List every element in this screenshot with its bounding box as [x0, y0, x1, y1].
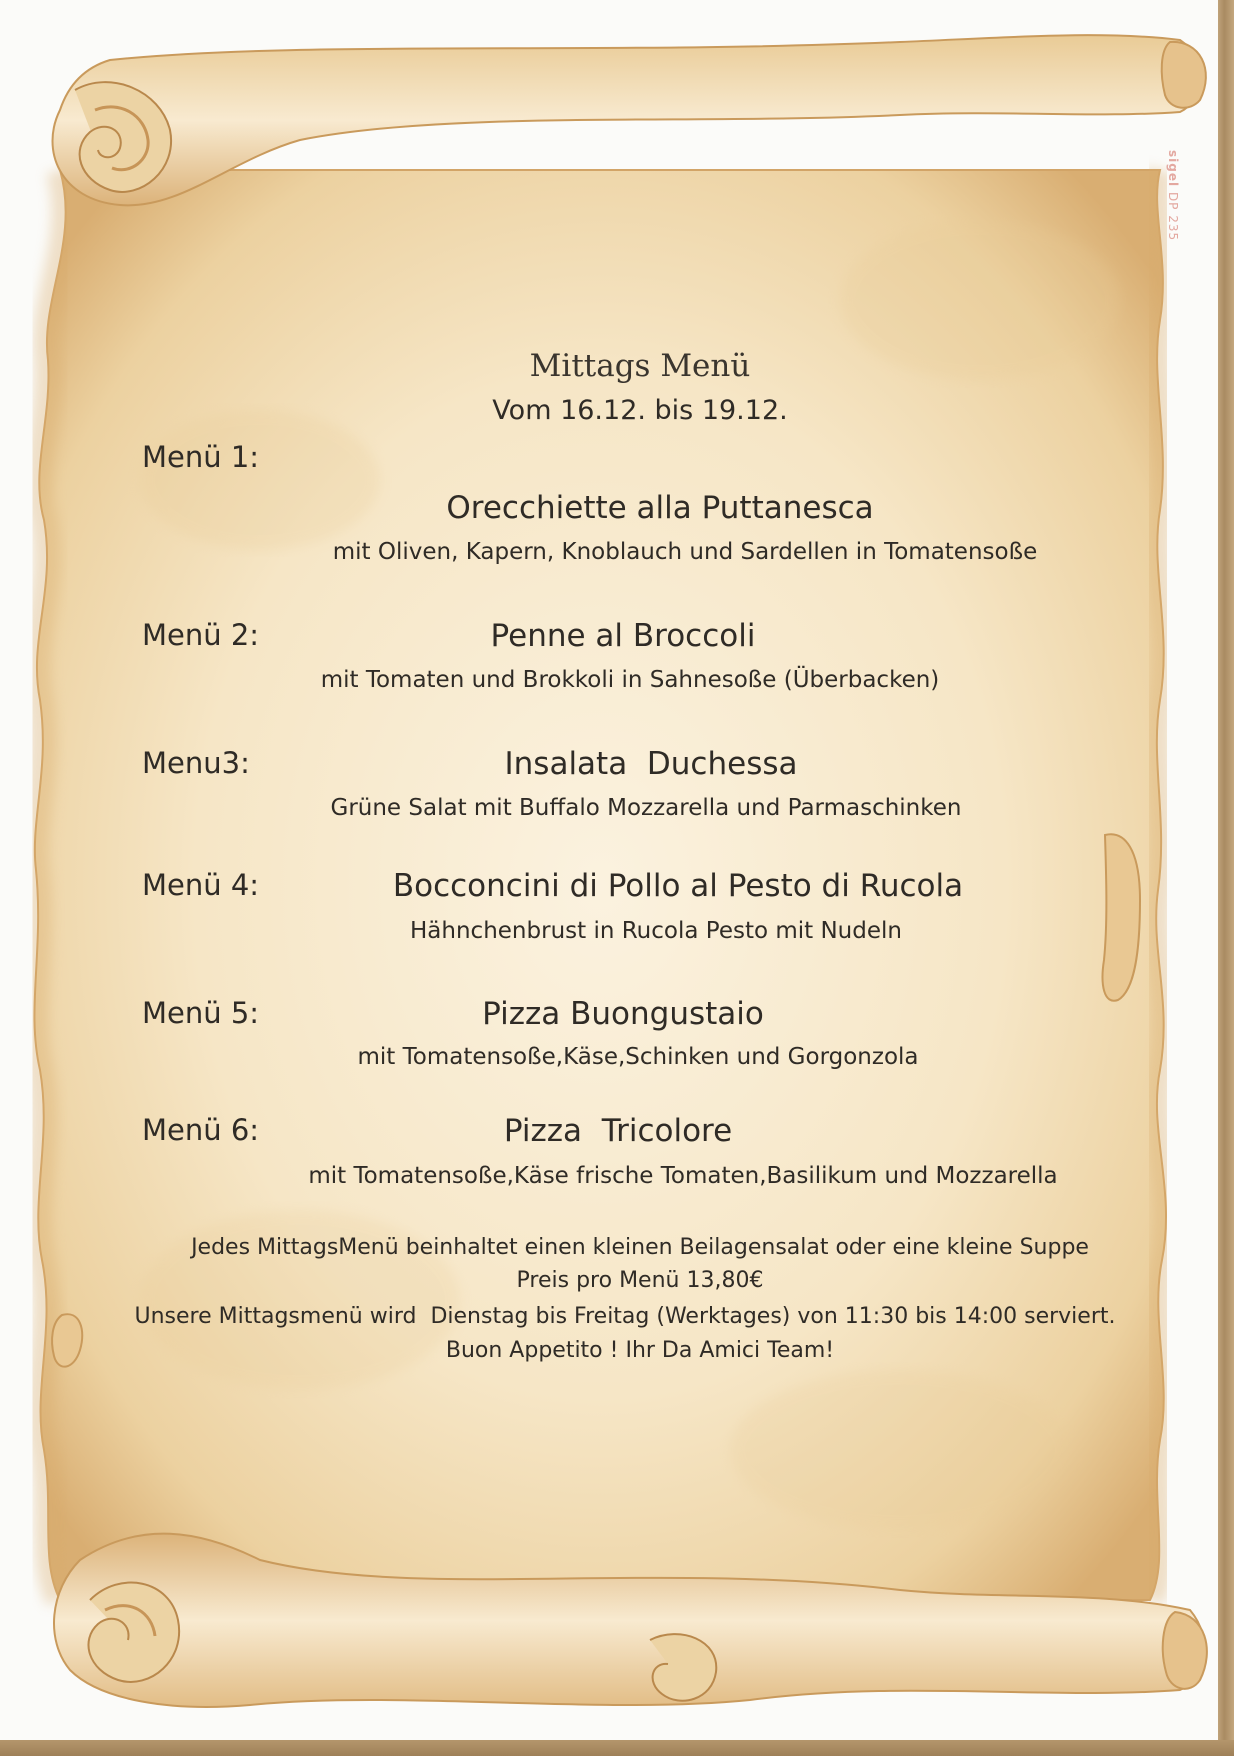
menu-label-6: Menü 6: [142, 1113, 260, 1147]
table-surface-bottom [0, 1740, 1234, 1756]
menu-desc-2: mit Tomaten und Brokkoli in Sahnesoße (Überbacken) [320, 667, 940, 693]
watermark-brand: sigel [1166, 150, 1180, 188]
menu-label-5: Menü 5: [142, 996, 260, 1030]
menu-greeting: Buon Appetito ! Ihr Da Amici Team! [445, 1338, 835, 1363]
table-surface-right [1218, 0, 1234, 1756]
menu-label-4: Menü 4: [142, 868, 260, 902]
menu-dish-1: Orecchiette alla Puttanesca [446, 490, 874, 526]
menu-label-3: Menu3: [142, 746, 250, 780]
menu-title: Mittags Menü [529, 348, 751, 384]
menu-includes-note: Jedes MittagsMenü beinhaltet einen kleinen Beilagensalat oder eine kleine Suppe [191, 1235, 1089, 1260]
menu-desc-4: Hähnchenbrust in Rucola Pesto mit Nudeln [410, 918, 902, 944]
menu-date-range: Vom 16.12. bis 19.12. [492, 395, 788, 426]
menu-price: Preis pro Menü 13,80€ [516, 1268, 764, 1293]
menu-dish-5: Pizza Buongustaio [482, 996, 764, 1032]
menu-schedule: Unsere Mittagsmenü wird Dienstag bis Freitag (Werktages) von 11:30 bis 14:00 serviert. [134, 1304, 1116, 1329]
menu-dish-6: Pizza Tricolore [503, 1113, 733, 1149]
menu-desc-5: mit Tomatensoße,Käse,Schinken und Gorgonzola [357, 1044, 919, 1070]
menu-dish-3: Insalata Duchessa [504, 746, 798, 782]
menu-desc-6: mit Tomatensoße,Käse frische Tomaten,Basilikum und Mozzarella [308, 1163, 1058, 1189]
menu-desc-1: mit Oliven, Kapern, Knoblauch und Sardellen in Tomatensoße [332, 539, 1038, 565]
menu-label-2: Menü 2: [142, 618, 260, 652]
menu-dish-2: Penne al Broccoli [490, 618, 756, 654]
watermark-code: DP 235 [1166, 191, 1180, 242]
menu-dish-4: Bocconcini di Pollo al Pesto di Rucola [392, 868, 964, 904]
menu-label-1: Menü 1: [142, 440, 260, 474]
menu-desc-3: Grüne Salat mit Buffalo Mozzarella und Parmaschinken [330, 795, 962, 821]
